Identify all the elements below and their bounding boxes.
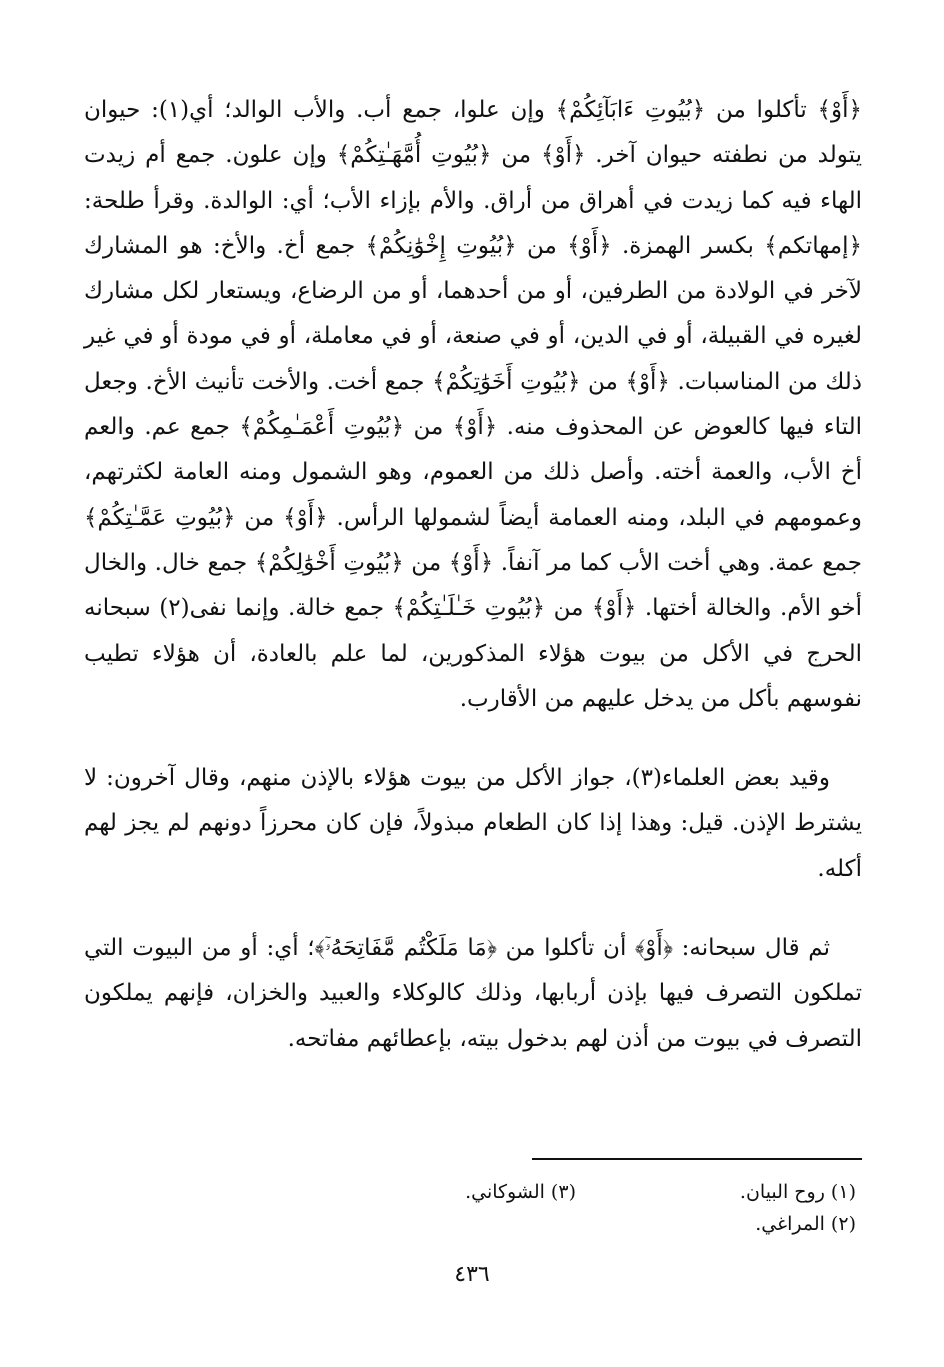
paragraph-2: وقيد بعض العلماء(٣)، جواز الأكل من بيوت هؤلاء بالإذن منهم، وقال آخرون: لا يشترط الإذن. قيل: وهذا إذا كان الطعام مبذولاً، فإن كان محرزاً دونهم لم يجز لهم أكله. — [84, 765, 862, 882]
page-number: ٤٣٦ — [454, 1262, 490, 1287]
footnote-row — [156, 1176, 856, 1208]
paragraph-3: ثم قال سبحانه: ﴿أَوْ﴾ أن تأكلوا من ﴿مَا مَلَكْتُم مَّفَاتِحَهُۥٓ﴾؛ أي: أو من البيوت التي تملكون التصرف فيها بإذن أربابها، وذلك كالوكلاء والعبيد والخزان، فإنهم يملكون التصرف في بيوت من أذن لهم بدخول بيته، بإعطائهم مفاتحه. — [84, 935, 862, 1052]
footnotes — [156, 1176, 856, 1240]
footnote-3: (٣) الشوكاني. — [465, 1181, 576, 1203]
paragraph-1: ﴿أَوْ﴾ تأكلوا من ﴿بُيُوتِ ءَابَآئِكُمْ﴾ وإن علوا، جمع أب. والأب الوالد؛ أي(١): حيوان يتولد من نطفته حيوان آخر. ﴿أَوْ﴾ من ﴿بُيُوتِ أُمَّهَـٰتِكُمْ﴾ وإن علون. جمع أم زيدت الهاء فيه كما زيدت في أهراق من أراق. والأم بإزاء الأب؛ أي: الوالدة. وقرأ طلحة: ﴿إمهاتكم﴾ بكسر الهمزة. ﴿أَوْ﴾ من ﴿بُيُوتِ إِخْوَٰنِكُمْ﴾ جمع أخ. والأخ: هو المشارك لآخر في الولادة من الطرفين، أو من أحدهما، أو من الرضاع، ويستعار لكل مشارك لغيره في القبيلة، أو في الدين، أو في صنعة، أو في معاملة، أو في مودة أو في غير ذلك من المناسبات. ﴿أَوْ﴾ من ﴿بُيُوتِ أَخَوَٰتِكُمْ﴾ جمع أخت. والأخت تأنيث الأخ. وجعل التاء فيها كالعوض عن المحذوف منه. ﴿أَوْ﴾ من ﴿بُيُوتِ أَعْمَـٰمِكُمْ﴾ جمع عم. والعم أخ الأب، والعمة أخته. وأصل ذلك من العموم، وهو الشمول ومنه العامة لكثرتهم، وعمومهم في البلد، ومنه العمامة أيضاً لشمولها الرأس. ﴿أَوْ﴾ من ﴿بُيُوتِ عَمَّـٰتِكُمْ﴾ جمع عمة. وهي أخت الأب كما مر آنفاً. ﴿أَوْ﴾ من ﴿بُيُوتِ أَخْوَٰلِكُمْ﴾ جمع خال. والخال أخو الأم. والخالة أختها. ﴿أَوْ﴾ من ﴿بُيُوتِ خَـٰلَـٰتِكُمْ﴾ جمع خالة. وإنما نفى(٢) سبحانه الحرج في الأكل من بيوت هؤلاء المذكورين، لما علم بالعادة، أن هؤلاء تطيب نفوسهم بأكل من يدخل عليهم من الأقارب. — [84, 97, 863, 712]
footnote-divider — [532, 1158, 862, 1160]
main-text — [84, 88, 862, 1062]
footnote-1: (١) روح البيان. — [739, 1181, 856, 1203]
paragraph-spacer — [84, 722, 862, 756]
footnote-row — [156, 1208, 856, 1240]
footnote-2: (٢) المراغي. — [755, 1213, 856, 1235]
paragraph-spacer — [84, 892, 862, 926]
